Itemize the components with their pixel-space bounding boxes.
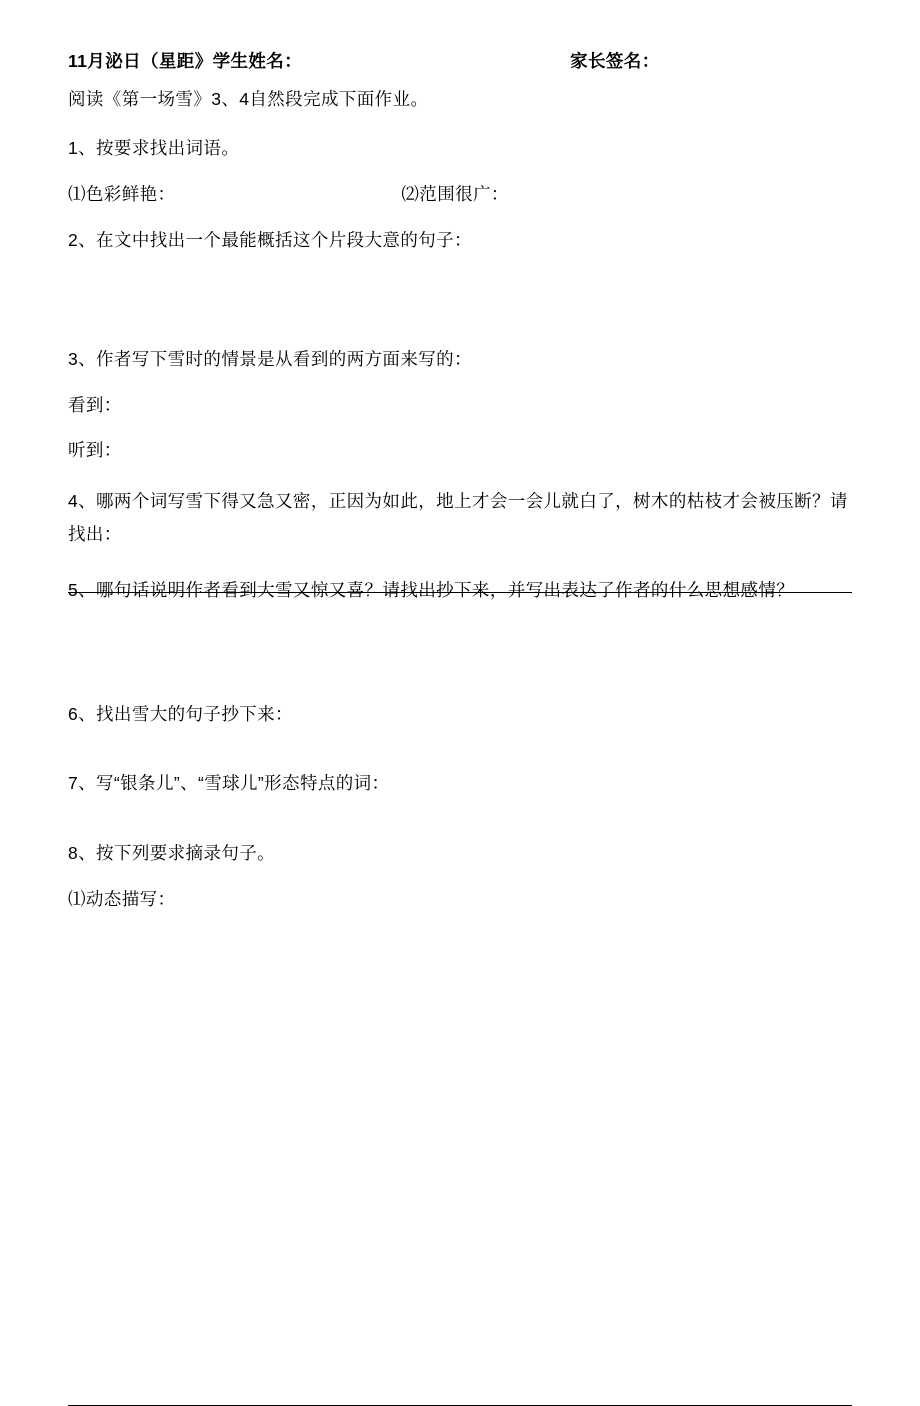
- question-3: 3、作者写下雪时的情景是从看到的两方面来写的：: [68, 349, 472, 370]
- question-1: 1、按要求找出词语。: [68, 138, 240, 159]
- answer-label-seen: 看到：: [68, 394, 122, 415]
- header-parent-signature: 家长签名：: [570, 51, 660, 71]
- question-8-sub-a: ⑴动态描写：: [68, 888, 176, 909]
- reading-instruction: 阅读《第一场雪》3、4自然段完成下面作业。: [68, 88, 429, 109]
- question-7: 7、写“银条儿”、“雪球儿”形态特点的词：: [68, 773, 390, 794]
- header-row: [68, 50, 852, 74]
- question-1-sub-b: ⑵范围很广：: [401, 183, 509, 204]
- divider-line-1: [68, 592, 852, 593]
- question-2: 2、在文中找出一个最能概括这个片段大意的句子：: [68, 229, 472, 250]
- question-8: 8、按下列要求摘录句子。: [68, 843, 276, 863]
- question-1-sub-a: ⑴色彩鲜艳：: [68, 183, 176, 204]
- answer-label-heard: 听到：: [68, 440, 122, 461]
- question-6: 6、找出雪大的句子抄下来：: [68, 703, 293, 724]
- header-student-name: 11月泌日（星距》学生姓名：: [68, 51, 303, 71]
- question-4: 4、哪两个词写雪下得又急又密，正因为如此，地上才会一会儿就白了，树木的枯枝才会被压断？请找出：: [68, 491, 848, 545]
- question-5: 5、哪句话说明作者看到大雪又惊又喜？请找出抄下来，并写出表达了作者的什么思想感情？: [68, 579, 795, 600]
- question-1-subitems: [68, 183, 852, 207]
